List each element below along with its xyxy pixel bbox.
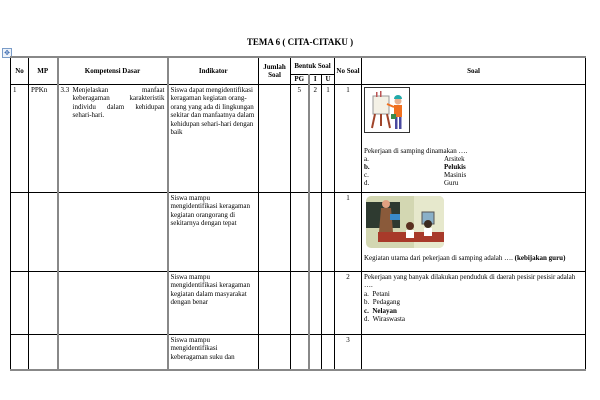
indikator: Siswa mampu mengidentifikasi keberagaman suku dan	[168, 334, 259, 370]
option-text-correct: Nelayan	[372, 306, 397, 315]
header-mp: MP	[29, 57, 58, 84]
table-row	[11, 192, 586, 271]
option-label: c.	[364, 306, 369, 315]
question-text: Pekerjaan yang banyak dilakukan penduduk di daerah pesisir pesisir adalah ….	[364, 272, 576, 289]
no-soal: 1	[335, 84, 362, 192]
row-mp: PPKn	[29, 84, 58, 192]
no-soal: 1	[335, 192, 362, 271]
option-label: c.	[364, 171, 369, 179]
option-label: d.	[364, 315, 370, 323]
header-pg: PG	[291, 74, 309, 84]
indikator: Siswa mampu mengidentifikasi keragaman kegiatan orangorang di sekitarnya dengan tepat	[168, 192, 259, 271]
pg-count: 5	[291, 84, 309, 192]
header-no-soal: No Soal	[335, 57, 362, 84]
kd-text: Menjelaskan manfaat keberagaman karakteristik individu dalam kehidupan sehari-hari.	[72, 85, 165, 119]
option-text: Masinis	[444, 171, 467, 179]
indikator: Siswa dapat mengidentifikasi keragaman kegiatan orang-orang yang ada di lingkungan sekitar dan manfaatnya dalam kehidupan sehari-hari dengan baik	[168, 84, 259, 192]
i-count: 2	[309, 84, 322, 192]
question-text: Kegiatan utama dari pekerjaan di samping adalah ….	[364, 253, 515, 262]
option-label: b.	[364, 163, 370, 171]
u-count: 1	[322, 84, 335, 192]
option-label: a.	[364, 155, 369, 163]
answer-note: (kebijakan guru)	[514, 253, 566, 262]
table-row	[11, 334, 586, 370]
question-text: Pekerjaan di samping dinamakan ….	[364, 146, 468, 155]
table-row	[11, 271, 586, 334]
option-text: Guru	[444, 179, 459, 187]
header-no: No	[11, 57, 29, 84]
option-text: Pedagang	[372, 298, 400, 306]
painter-illustration	[364, 87, 410, 133]
option-text: Petani	[372, 289, 390, 298]
header-bentuk: Bentuk Soal	[291, 57, 335, 74]
option-text: Wiraswasta	[372, 315, 405, 323]
header-kd: Kompetensi Dasar	[58, 57, 168, 84]
teacher-classroom-illustration	[366, 196, 444, 248]
option-label: b.	[364, 298, 370, 306]
document-title: TEMA 6 ( CITA-CITAKU )	[246, 37, 354, 47]
header-u: U	[322, 74, 335, 84]
question-grid-table	[10, 56, 586, 371]
kd-number: 3.3	[60, 85, 70, 94]
no-soal: 3	[335, 334, 362, 370]
table-row	[11, 84, 586, 192]
header-indikator: Indikator	[168, 57, 259, 84]
header-soal: Soal	[362, 57, 586, 84]
header-jumlah: Jumlah Soal	[259, 57, 291, 84]
no-soal: 2	[335, 271, 362, 334]
option-label: a.	[364, 289, 369, 298]
row-no: 1	[11, 84, 29, 192]
option-label: d.	[364, 179, 370, 187]
indikator: Siswa mampu mengidentifikasi keragaman kegiatan dalam masyarakat dengan benar	[168, 271, 259, 334]
header-i: I	[309, 74, 322, 84]
option-text: Arsitek	[444, 155, 465, 163]
table-move-handle-icon[interactable]: ✥	[2, 48, 12, 58]
option-text-correct: Pelukis	[444, 163, 466, 171]
